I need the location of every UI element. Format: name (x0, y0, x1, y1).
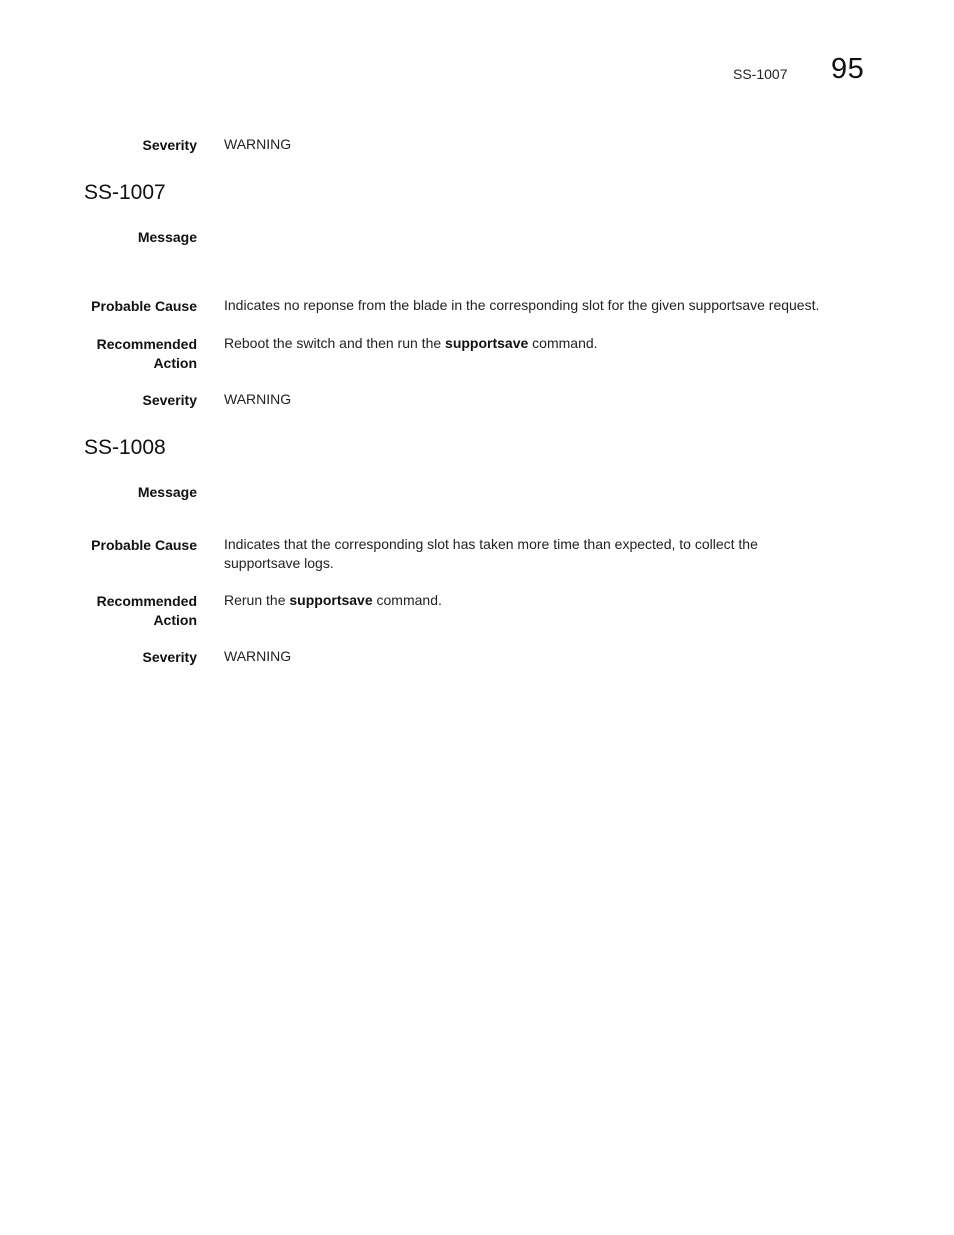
probable-cause-line2: supportsave logs. (224, 555, 334, 571)
action-suffix: command. (372, 592, 442, 608)
probable-cause-label: Probable Cause (91, 537, 197, 553)
action-suffix: command. (528, 335, 598, 351)
probable-cause-label: Probable Cause (91, 298, 197, 314)
action-prefix: Reboot the switch and then run the (224, 335, 446, 351)
recommended-action-value (224, 591, 864, 610)
message-label: Message (137, 229, 197, 245)
severity-value: WARNING (224, 648, 292, 664)
section-title-ss-1007: SS-1007 (84, 181, 166, 204)
running-header: SS-1007 (733, 66, 788, 82)
chapter-number: 95 (831, 53, 865, 85)
recommended-action-label-line1: Recommended (96, 336, 197, 352)
message-label: Message (137, 484, 197, 500)
recommended-action-value (224, 334, 864, 353)
section-title-ss-1008: SS-1008 (84, 436, 166, 459)
probable-cause-value: Indicates no reponse from the blade in the corresponding slot for the given supportsave request. (224, 297, 820, 313)
recommended-action-label-line2: Action (153, 355, 197, 371)
severity-value: WARNING (224, 391, 292, 407)
severity-label: Severity (142, 137, 197, 153)
recommended-action-label (57, 335, 197, 373)
command-name: supportsave (289, 592, 373, 608)
recommended-action-label (57, 592, 197, 630)
command-name: supportsave (445, 335, 529, 351)
probable-cause-value (224, 535, 864, 573)
action-prefix: Rerun the (224, 592, 290, 608)
severity-value: WARNING (224, 136, 292, 152)
recommended-action-label-line1: Recommended (96, 593, 197, 609)
severity-label: Severity (142, 649, 197, 665)
severity-label: Severity (142, 392, 197, 408)
probable-cause-line1: Indicates that the corresponding slot has taken more time than expected, to collect the (224, 536, 758, 552)
recommended-action-label-line2: Action (153, 612, 197, 628)
